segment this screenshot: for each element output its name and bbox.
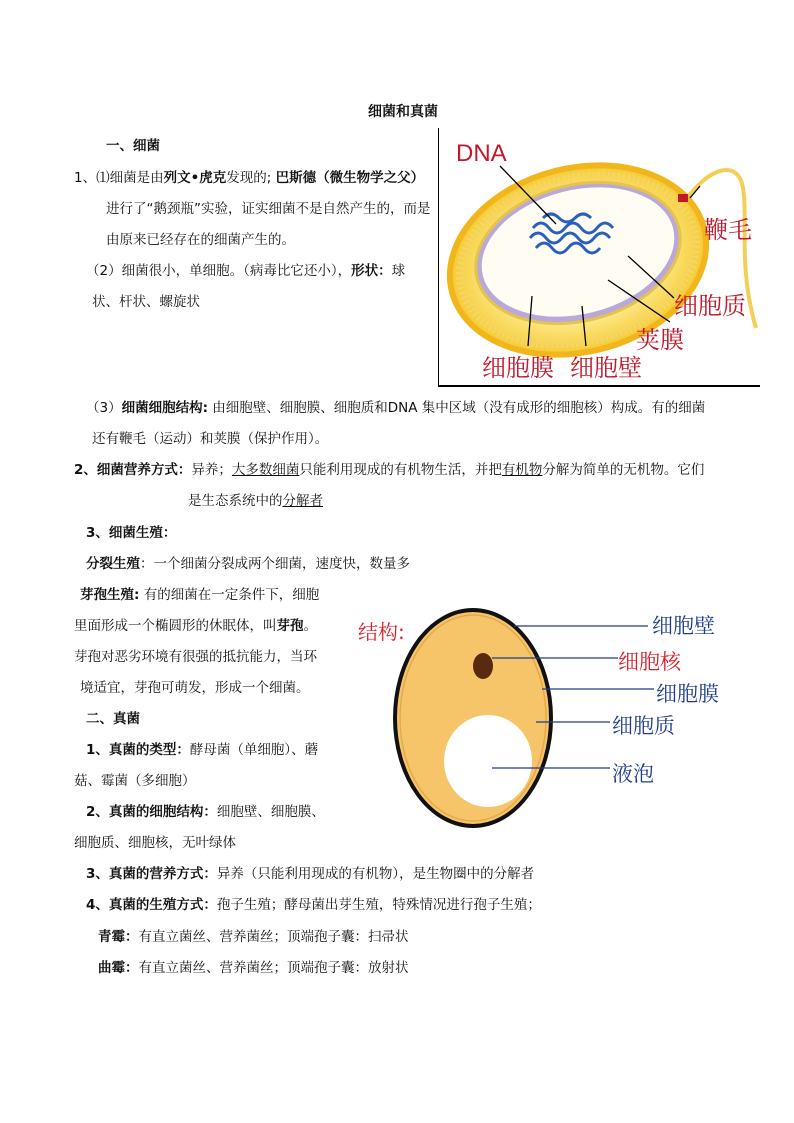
nutrition-t2: 大多数细菌 bbox=[231, 462, 300, 478]
discovery-mid: 发现的; bbox=[226, 170, 276, 186]
fungi-structure bbox=[86, 800, 325, 820]
fungi-types-line2: 菇、霉菌（多细胞） bbox=[74, 773, 196, 789]
discovery-prefix: 1、⑴细菌是由 bbox=[74, 170, 164, 186]
paragraph-spore-line2 bbox=[74, 614, 317, 634]
bacteria-diagram bbox=[438, 128, 760, 388]
paragraph-spore-line4: 境适宜，芽孢可萌发，形成一个细菌。 bbox=[80, 680, 310, 696]
paragraph-shape-line2: 状、杆状、螺旋状 bbox=[92, 294, 200, 310]
aspergillus-label: 曲霉： bbox=[98, 960, 139, 976]
reproduction-heading: 3、细菌生殖： bbox=[86, 525, 177, 541]
spore-line2-c: 。 bbox=[303, 618, 317, 634]
fungi-structure-label: 2、真菌的细胞结构： bbox=[86, 804, 217, 820]
fungi-types-text: 酵母菌（单细胞）、蘑 bbox=[189, 742, 319, 758]
structure-text: 由细胞壁、细胞膜、细胞质和DNA 集中区域（没有成形的细胞核）构成。有的细菌 bbox=[208, 400, 706, 416]
spore-line1: 有的细菌在一定条件下，细胞 bbox=[139, 587, 320, 603]
yeast-label-cytoplasm: 细胞质 bbox=[612, 714, 675, 738]
fungi-reproduction bbox=[86, 893, 541, 913]
aspergillus-line bbox=[98, 956, 409, 976]
section-heading-bacteria: 一、细菌 bbox=[106, 138, 160, 154]
yeast-label-membrane: 细胞膜 bbox=[656, 682, 719, 706]
nutrition-t5: 分解为简单的无机物。它们 bbox=[542, 462, 705, 478]
pasteur-name: 巴斯德（微生物学之父） bbox=[275, 170, 425, 186]
paragraph-discovery-line3: 由原来已经存在的细菌产生的。 bbox=[106, 232, 295, 248]
nutrition-decomposer: 分解者 bbox=[282, 493, 323, 509]
paragraph-structure-line2: 还有鞭毛（运动）和荚膜（保护作用）。 bbox=[92, 431, 329, 447]
discoverer-name: 列文•虎克 bbox=[163, 170, 227, 186]
yeast-title: 结构: bbox=[358, 620, 405, 644]
label-cytoplasm: 细胞质 bbox=[674, 292, 746, 320]
structure-label: 细菌细胞结构: bbox=[121, 400, 208, 416]
label-dna: DNA bbox=[456, 140, 507, 167]
paragraph-spore bbox=[80, 583, 319, 603]
yeast-label-nucleus: 细胞核 bbox=[618, 650, 681, 674]
fungi-structure-text: 细胞壁、细胞膜、 bbox=[216, 804, 325, 820]
label-capsule: 荚膜 bbox=[636, 326, 684, 354]
aspergillus-text: 有直立菌丝、营养菌丝；顶端孢子囊：放射状 bbox=[138, 960, 409, 976]
paragraph-fission bbox=[86, 552, 410, 572]
yeast-label-vacuole: 液泡 bbox=[612, 762, 654, 786]
shape-label: 形状： bbox=[351, 263, 392, 279]
structure-prefix: （3） bbox=[86, 400, 122, 416]
fungi-nutrition-label: 3、真菌的营养方式： bbox=[86, 866, 217, 882]
fungi-reproduction-label: 4、真菌的生殖方式： bbox=[86, 897, 217, 913]
label-membrane: 细胞膜 bbox=[482, 354, 554, 382]
nutrition-t4: 有机物 bbox=[501, 462, 543, 478]
penicillium-line bbox=[98, 925, 409, 945]
fungi-nutrition-text: 异养（只能利用现成的有机物），是生物圈中的分解者 bbox=[216, 866, 535, 882]
paragraph-spore-line3: 芽孢对恶劣环境有很强的抵抗能力，当环 bbox=[74, 649, 317, 665]
paragraph-nutrition-line2 bbox=[188, 489, 323, 509]
size-text: （2）细菌很小，单细胞。（病毒比它还小）， bbox=[86, 263, 352, 279]
penicillium-text: 有直立菌丝、营养菌丝；顶端孢子囊：扫帚状 bbox=[138, 929, 409, 945]
yeast-vacuole bbox=[444, 715, 532, 807]
nutrition-label: 2、细菌营养方式： bbox=[74, 462, 192, 478]
spore-term: 芽孢 bbox=[276, 618, 304, 634]
spore-line2-a: 里面形成一个椭圆形的休眠体，叫 bbox=[74, 618, 277, 634]
section-heading-fungi: 二、真菌 bbox=[86, 711, 140, 727]
yeast-diagram bbox=[352, 596, 752, 836]
fungi-structure-line2: 细胞质、细胞核，无叶绿体 bbox=[74, 835, 236, 851]
paragraph-discovery bbox=[74, 166, 424, 186]
paragraph-nutrition bbox=[74, 458, 704, 478]
nutrition-t3: 只能利用现成的有机物生活，并把 bbox=[299, 462, 502, 478]
fungi-nutrition bbox=[86, 862, 534, 882]
label-flagellum: 鞭毛 bbox=[704, 216, 752, 244]
yeast-nucleus bbox=[473, 653, 493, 679]
fission-text: ：一个细菌分裂成两个细菌，速度快，数量多 bbox=[140, 556, 410, 572]
paragraph-size-shape bbox=[86, 259, 405, 279]
penicillium-label: 青霉： bbox=[98, 929, 139, 945]
fungi-types bbox=[86, 738, 318, 758]
paragraph-discovery-line2: 进行了“鹅颈瓶”实验，证实细菌不是自然产生的，而是 bbox=[106, 201, 431, 217]
spore-label: 芽孢生殖: bbox=[80, 587, 140, 603]
yeast-label-wall: 细胞壁 bbox=[652, 614, 715, 638]
fission-label: 分裂生殖 bbox=[86, 556, 140, 572]
page-title: 细菌和真菌 bbox=[368, 104, 438, 120]
label-wall: 细胞壁 bbox=[570, 354, 642, 382]
fungi-reproduction-text: 孢子生殖；酵母菌出芽生殖，特殊情况进行孢子生殖； bbox=[216, 897, 541, 913]
nutrition-line2-prefix: 是生态系统中的 bbox=[188, 493, 283, 509]
fungi-types-label: 1、真菌的类型： bbox=[86, 742, 190, 758]
shape-suffix: 球 bbox=[391, 263, 406, 279]
nutrition-t1: 异养； bbox=[191, 462, 232, 478]
paragraph-structure bbox=[86, 396, 705, 416]
